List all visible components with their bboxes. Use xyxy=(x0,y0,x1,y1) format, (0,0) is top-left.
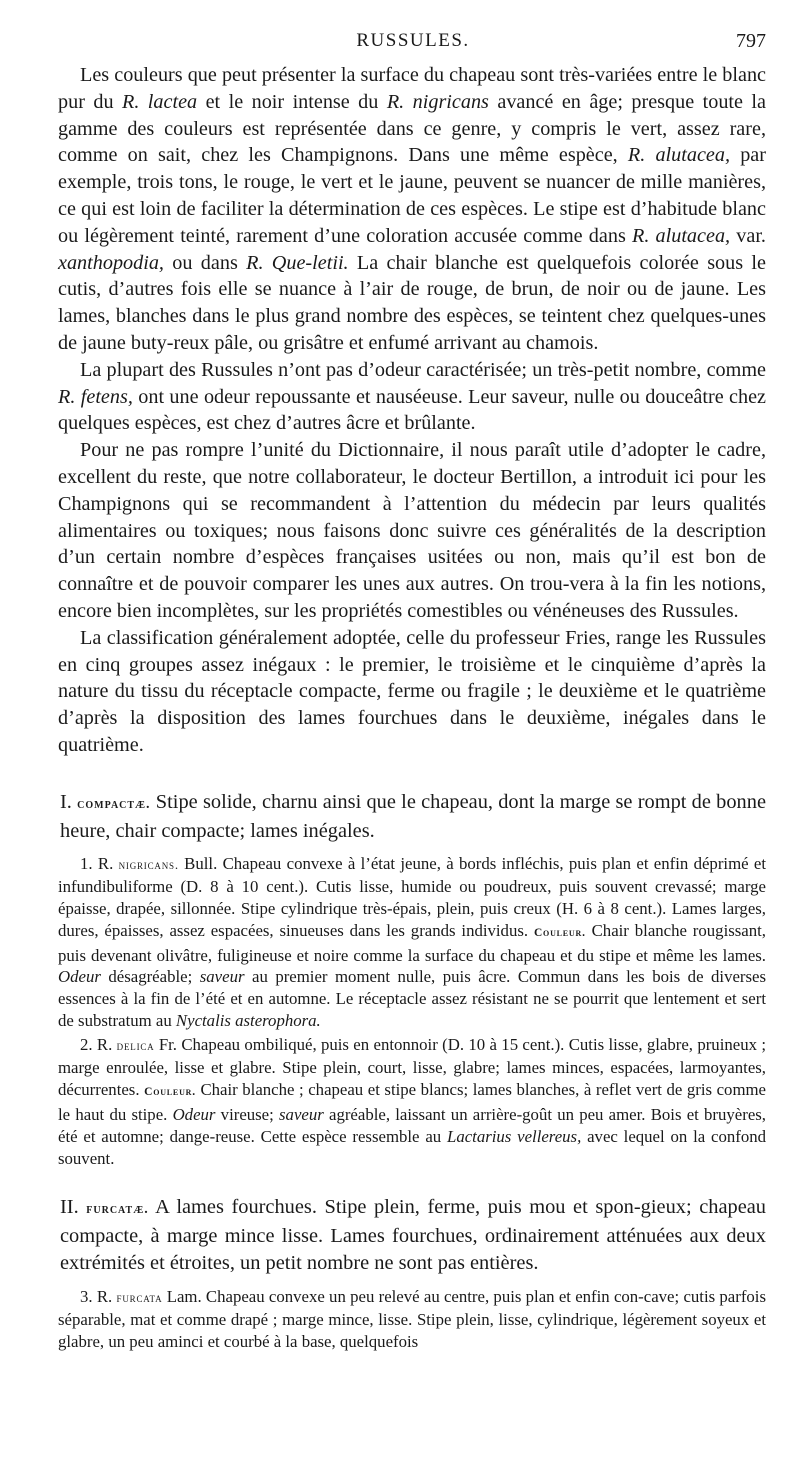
paragraph-framework: Pour ne pas rompre l’unité du Dictionnaire, il nous paraît utile d’adopter le cadre, excellent du reste, que notre collaborateur, le docteur Bertillon, a introduit ici pour les Champignons qui se recommandent à l’attention du médecin par leurs qualités alimentaires ou toxiques; nous faisons donc suivre ces généralités de la description d’un certain nombre d’espèces françaises usitées ou non, mais qu’il est bon de connaître et de pouvoir comparer les unes aux autres. On trou-vera à la fin les notions, encore bien incomplètes, sur les propriétés comestibles ou vénéneuses des Russules. xyxy=(58,439,766,622)
species-entry-nigricans: 1. R. nigricans. Bull. Chapeau convexe à l’état jeune, à bords infléchis, puis plan et enfin déprimé et infundibuliforme (D. 8 à 10 cent.). Cutis lisse, humide ou poudreux, puis souvent crevassé; marge épaisse, drapée, sillonnée. Stipe cylindrique très-épais, plein, puis creux (H. 6 à 8 cent.). Lames larges, dures, épaisses, assez espacées, sinueuses dans les grands individus. Couleur. Chair blanche rougissant, puis devenant olivâtre, fuligineuse et noire comme la surface du chapeau et du stipe et même les lames. Odeur désagréable; saveur au premier moment nulle, puis âcre. Commun dans les bois de diverses essences à la fin de l’été et en automne. Le réceptacle assez résistant ne se pourrit que lentement et sert de substratum au Nyctalis asterophora. xyxy=(58,853,767,1031)
paragraph-odor: La plupart des Russules n’ont pas d’odeur caractérisée; un très-petit nombre, comme R. fetens, ont une odeur repoussante et nauséeuse. Leur saveur, nulle ou douceâtre chez quelques espèces, est chez d’autres âcre et brûlante. xyxy=(58,358,767,435)
paragraph-colors: Les couleurs que peut présenter la surface du chapeau sont très-variées entre le blanc pur du R. lactea et le noir intense du R. nigricans avancé en âge; presque toute la gamme des couleurs est représentée dans ce genre, y compris le vert, assez rare, comme on sait, chez les Champignons. Dans une même espèce, R. alutacea, par exemple, trois tons, le rouge, le vert et le jaune, peuvent se nuancer de mille manières, ce qui est loin de faciliter la détermination de ces espèces. Le stipe est d’habitude blanc ou légèrement teinté, rarement d’une coloration accusée comme dans R. alutacea, var. xanthopodia, ou dans R. Que-letii. La chair blanche est quelquefois colorée sous le cutis, d’autres fois elle se nuance à l’air de rouge, de brun, de noir ou de jaune. Les lames, blanches dans le plus grand nombre des espèces, se teintent chez quelques-unes de jaune buty-reux pâle, ou grisâtre et enfumé arrivant au chamois. xyxy=(58,64,766,354)
species-entry-delica: 2. R. delica Fr. Chapeau ombiliqué, puis en entonnoir (D. 10 à 15 cent.). Cutis lisse, glabre, pruineux ; marge enroulée, lisse et glabre. Stipe plein, court, lisse, glabre; lames minces, espacées, larmoyantes, décurrentes. Couleur. Chair blanche ; chapeau et stipe blancs; lames blanches, à reflet vert de gris comme le haut du stipe. Odeur vireuse; saveur agréable, laissant un arrière-goût un peu amer. Bois et bruyères, été et automne; dange-reuse. Cette espèce ressemble au Lactarius vellereus, avec lequel on la confond souvent. xyxy=(58,1035,766,1168)
running-title: RUSSULES. xyxy=(356,30,470,51)
main-text xyxy=(58,62,766,1353)
section-compactae-heading: I. compactæ. Stipe solide, charnu ainsi que le chapeau, dont la marge se rompt de bonne heure, chair compacte; lames inégales. xyxy=(60,790,766,843)
species-entry-furcata: 3. R. furcata Lam. Chapeau convexe un peu relevé au centre, puis plan et enfin con-cave; cutis parfois séparable, mat et comme drapé ; marge mince, lisse. Stipe plein, lisse, cylindrique, légèrement soyeux et glabre, un peu aminci et courbé à la base, quelquefois xyxy=(58,1287,767,1352)
page-number: 797 xyxy=(736,30,766,52)
section-furcatae-heading: II. furcatæ. A lames fourchues. Stipe plein, ferme, puis mou et spon-gieux; chapeau compacte, à marge mince lisse. Lames fourchues, ordinairement atténuées aux deux extrémités et étroites, un petit nombre ne sont pas entières. xyxy=(60,1195,766,1274)
paragraph-classification: La classification généralement adoptée, celle du professeur Fries, range les Russules en cinq groupes assez inégaux : le premier, le troisième et le cinquième d’après la nature du tissu du réceptacle compacte, ferme ou fragile ; le deuxième et le quatrième d’après la disposition des lames fourchues dans le deuxième, inégales dans le quatrième. xyxy=(58,626,766,756)
running-header xyxy=(60,26,766,56)
